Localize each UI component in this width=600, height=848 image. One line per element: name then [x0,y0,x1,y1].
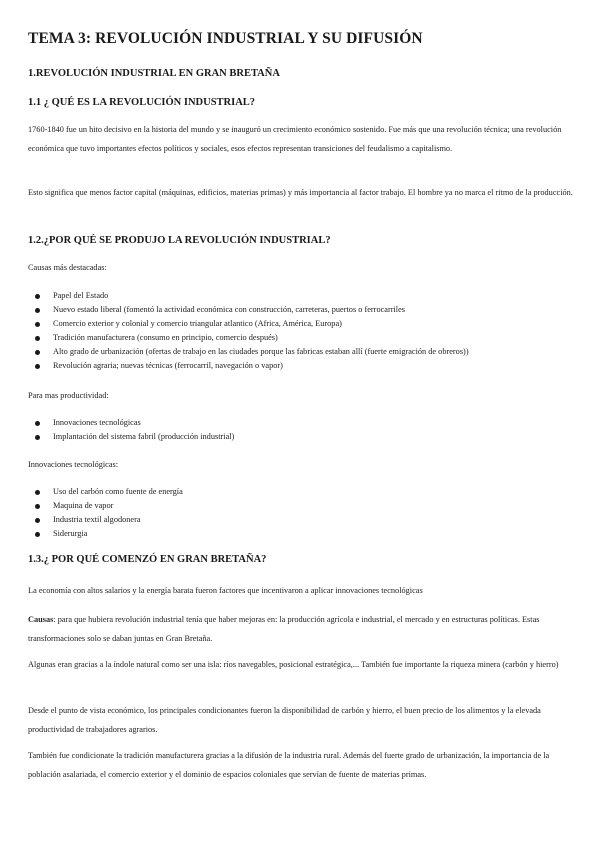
innovations-list [0,485,183,541]
bullet-icon [35,322,40,327]
list-item-text: Innovaciones tecnológicas [53,418,141,427]
list-item [0,359,469,373]
list-item-text: Uso del carbón como fuente de energía [53,487,183,496]
list-item-text: Maquina de vapor [53,501,114,510]
list-item-text: Siderurgia [53,529,88,538]
causes-text: : para que hubiera revolución industrial tenía que haber mejoras en: la producción agrícola e industrial, el mercado y en estructuras políticas. Estas transformaciones solo se daban juntas en Gran Bretaña. [28,615,540,643]
list-item [0,485,183,499]
list-item-text: Papel del Estado [53,291,109,300]
list-item-text: Industria textil algodonera [53,515,141,524]
list-item-text: Alto grado de urbanización (ofertas de trabajo en las ciudades porque las fabricas estaban allí (fuerte emigración de obreros)) [53,347,469,356]
list-item-text: Nuevo estado liberal (fomentó la actividad económica con construcción, carreteras, puertos o ferrocarriles [53,305,406,314]
list-item-text: Tradición manufacturera (consumo en principio, comercio después) [53,333,278,342]
paragraph-economic: Desde el punto de vista económico, los principales condicionantes fueron la disponibilidad de carbón y hierro, el buen precio de los alimentos y la elevada productividad de trabajadores agrarios. [28,706,541,734]
productivity-label: Para mas productividad: [28,391,109,400]
bullet-icon [35,308,40,313]
paragraph-natural: Algunas eran gracias a la índole natural como ser una isla: ríos navegables, posicional estratégica,... También fue importante la riqueza minera (carbón y hierro) [28,660,559,669]
bullet-icon [35,350,40,355]
paragraph-causes [28,611,574,648]
list-item [0,499,183,513]
paragraph-definition: 1760-1840 fue un hito decisivo en la historia del mundo y se inauguró un crecimiento económico sostenido. Fue más que una revolución técnica; una revolución económica que tuvo importantes efectos políticos y sociales, esos efectos representan transiciones del feudalismo a capitalismo. [28,125,562,153]
bullet-icon [35,294,40,299]
document-title: TEMA 3: REVOLUCIÓN INDUSTRIAL Y SU DIFUSIÓN [28,30,423,47]
list-item [0,317,469,331]
list-item [0,289,469,303]
bullet-icon [35,435,40,440]
bullet-icon [35,504,40,509]
productivity-list [0,416,234,444]
list-item [0,331,469,345]
list-item [0,416,234,430]
bullet-icon [35,532,40,537]
causes-bold-label: Causas [28,615,54,624]
list-item-text: Implantación del sistema fabril (producción industrial) [53,432,235,441]
list-item [0,345,469,359]
list-item [0,430,234,444]
bullet-icon [35,490,40,495]
bullet-icon [35,364,40,369]
subsection-heading-1-1: 1.1 ¿ QUÉ ES LA REVOLUCIÓN INDUSTRIAL? [28,97,256,108]
list-item [0,513,183,527]
subsection-heading-1-2: 1.2.¿POR QUÉ SE PRODUJO LA REVOLUCIÓN INDUSTRIAL? [28,235,331,246]
list-item-text: Comercio exterior y colonial y comercio triangular atlantico (Africa, América, Europa) [53,319,342,328]
subsection-heading-1-3: 1.3.¿ POR QUÉ COMENZÓ EN GRAN BRETAÑA? [28,554,267,565]
paragraph-factors: Esto significa que menos factor capital (máquinas, edificios, materias primas) y más importancia al factor trabajo. El hombre ya no marca el ritmo de la producción. [28,188,573,197]
bullet-icon [35,421,40,426]
bullet-icon [35,518,40,523]
list-item [0,303,469,317]
causes-label: Causas más destacadas: [28,263,107,272]
paragraph-tradition: También fue condicionate la tradición manufacturera gracias a la difusión de la industria rural. Además del fuerte grado de urbanización, la importancia de la población asalariada, el comercio exterior y el dominio de espacios coloniales que servían de fuente de materias primas. [28,751,550,779]
list-item [0,527,183,541]
causes-list [0,289,469,373]
bullet-icon [35,336,40,341]
innovations-label: Innovaciones tecnológicas: [28,460,119,469]
list-item-text: Revolución agraria; nuevas técnicas (ferrocarril, navegación o vapor) [53,361,283,370]
section-heading-1: 1.REVOLUCIÓN INDUSTRIAL EN GRAN BRETAÑA [28,68,280,79]
paragraph-economy: La economía con altos salarios y la energía barata fueron factores que incentivaron a aplicar innovaciones tecnológicas [28,586,423,595]
